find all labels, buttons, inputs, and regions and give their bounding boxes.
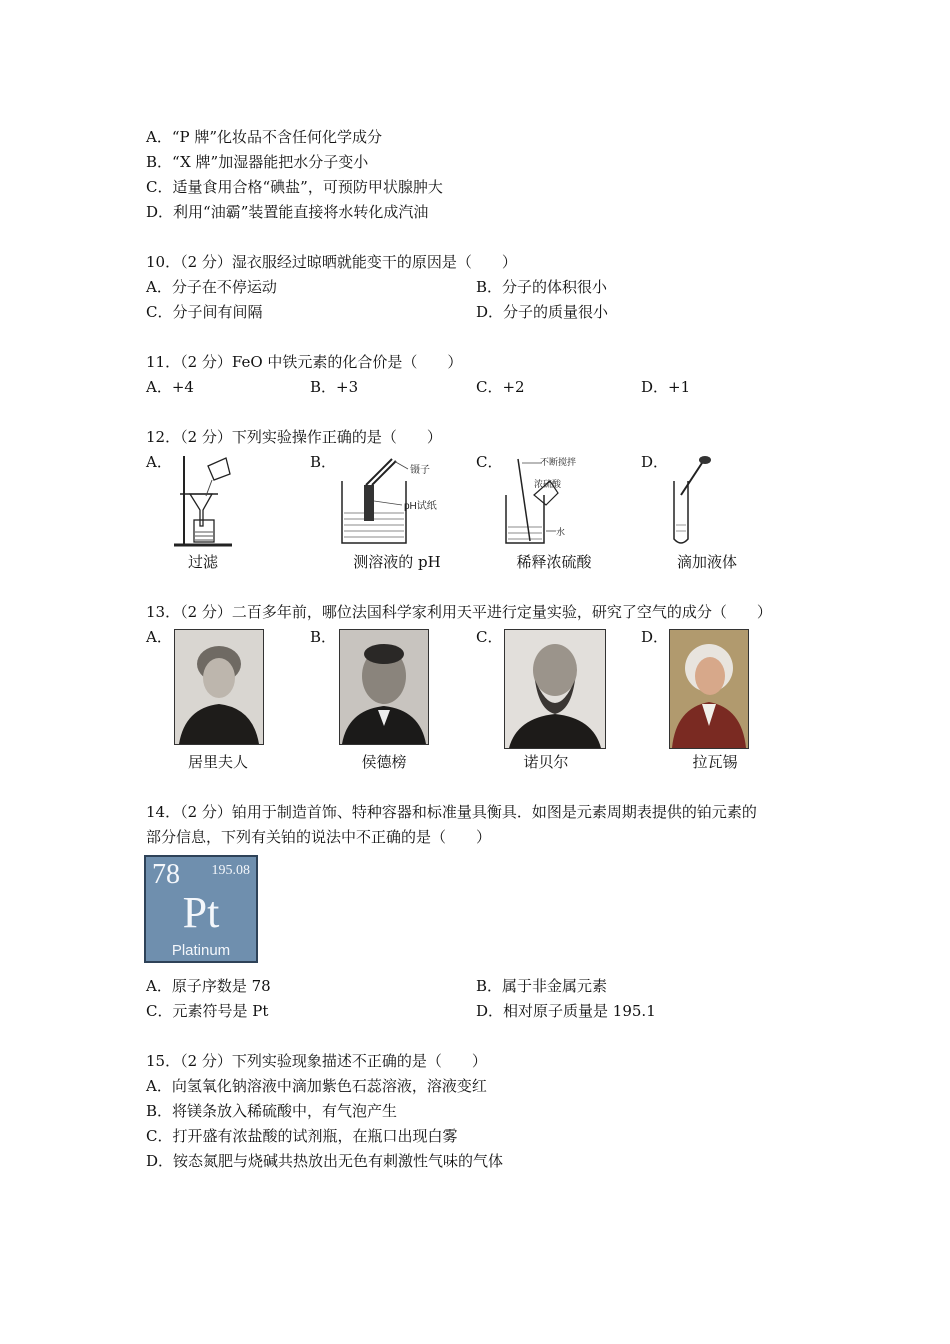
portrait-hou — [339, 629, 429, 745]
q12-caption-c: 稀释浓硫酸 — [516, 553, 592, 571]
portrait-nobel — [504, 629, 606, 749]
q14-option-a: A．原子序数是 78 — [146, 977, 271, 995]
q10-stem: 10．（2 分）湿衣服经过晾晒就能变干的原因是（ ） — [146, 253, 517, 271]
q12-letter-b: B． — [310, 453, 337, 471]
water-label: 水 — [556, 527, 566, 537]
q12-caption-d: 滴加液体 — [676, 553, 737, 571]
q14-option-c: C．元素符号是 Pt — [146, 1002, 269, 1020]
q13-stem: 13．（2 分）二百多年前，哪位法国科学家利用天平进行定量实验，研究了空气的成分（ ） — [146, 603, 772, 621]
filtration-figure — [172, 452, 242, 548]
stir-label: 不断搅拌 — [540, 457, 577, 467]
q13-caption-a: 居里夫人 — [187, 753, 248, 771]
q12-letter-a: A． — [146, 453, 172, 471]
ph-paper-label: pH试纸 — [404, 501, 437, 512]
q11-option-b: B．+3 — [310, 378, 359, 396]
q13-letter-c: C． — [476, 628, 503, 646]
portrait-curie — [174, 629, 264, 745]
q15-option-d: D．铵态氮肥与烧碱共热放出无色有刺激性气味的气体 — [146, 1152, 504, 1170]
q10-option-b: B．分子的体积很小 — [476, 278, 608, 296]
q14-stem-line1: 14．（2 分）铂用于制造首饰、特种容器和标准量具衡具．如图是元素周期表提供的铂元素的 — [146, 803, 757, 821]
q12-caption-b: 测溶液的 pH — [353, 553, 441, 571]
q12-letter-d: D． — [641, 453, 669, 471]
dropper-figure — [664, 455, 724, 547]
atomic-number: 78 — [152, 859, 180, 890]
q11-stem: 11．（2 分）FeO 中铁元素的化合价是（ ） — [146, 353, 463, 371]
dilute-acid-figure — [500, 455, 600, 547]
q13-caption-c: 诺贝尔 — [523, 753, 569, 771]
q10-option-c: C．分子间有间隔 — [146, 303, 263, 321]
q13-caption-b: 侯德榜 — [361, 753, 407, 771]
element-name: Platinum — [171, 942, 231, 959]
atomic-mass: 195.08 — [211, 863, 250, 878]
q9-option-c: C．适量食用合格“碘盐”，可预防甲状腺肿大 — [146, 178, 443, 196]
acid-label: 浓硫酸 — [534, 479, 562, 489]
q13-caption-d: 拉瓦锡 — [692, 753, 738, 771]
q15-stem: 15．（2 分）下列实验现象描述不正确的是（ ） — [146, 1052, 487, 1070]
platinum-element-card — [144, 855, 258, 963]
q14-option-d: D．相对原子质量是 195.1 — [476, 1002, 656, 1020]
q13-letter-d: D． — [641, 628, 669, 646]
q13-letter-a: A． — [146, 628, 172, 646]
portrait-lavoisier — [669, 629, 749, 749]
q11-option-a: A．+4 — [146, 378, 194, 396]
q14-stem-line2: 部分信息，下列有关铂的说法中不正确的是（ ） — [146, 828, 492, 846]
q15-option-b: B．将镁条放入稀硫酸中，有气泡产生 — [146, 1102, 398, 1120]
q12-caption-a: 过滤 — [187, 553, 218, 571]
q12-letter-c: C． — [476, 453, 503, 471]
q15-option-a: A．向氢氧化钠溶液中滴加紫色石蕊溶液，溶液变红 — [146, 1077, 487, 1095]
q10-option-a: A．分子在不停运动 — [146, 278, 277, 296]
q9-option-b: B．“X 牌”加湿器能把水分子变小 — [146, 153, 369, 171]
q10-option-d: D．分子的质量很小 — [476, 303, 609, 321]
ph-test-figure — [336, 455, 446, 547]
tweezers-label: 镊子 — [410, 465, 430, 476]
q12-stem: 12．（2 分）下列实验操作正确的是（ ） — [146, 428, 442, 446]
q14-option-b: B．属于非金属元素 — [476, 977, 608, 995]
q9-option-d: D．利用“油霸”装置能直接将水转化成汽油 — [146, 203, 429, 221]
q11-option-c: C．+2 — [476, 378, 525, 396]
element-symbol: Pt — [182, 888, 220, 937]
q11-option-d: D．+1 — [641, 378, 691, 396]
q15-option-c: C．打开盛有浓盐酸的试剂瓶，在瓶口出现白雾 — [146, 1127, 458, 1145]
q13-letter-b: B． — [310, 628, 337, 646]
q9-option-a: A．“P 牌”化妆品不含任何化学成分 — [146, 128, 383, 146]
